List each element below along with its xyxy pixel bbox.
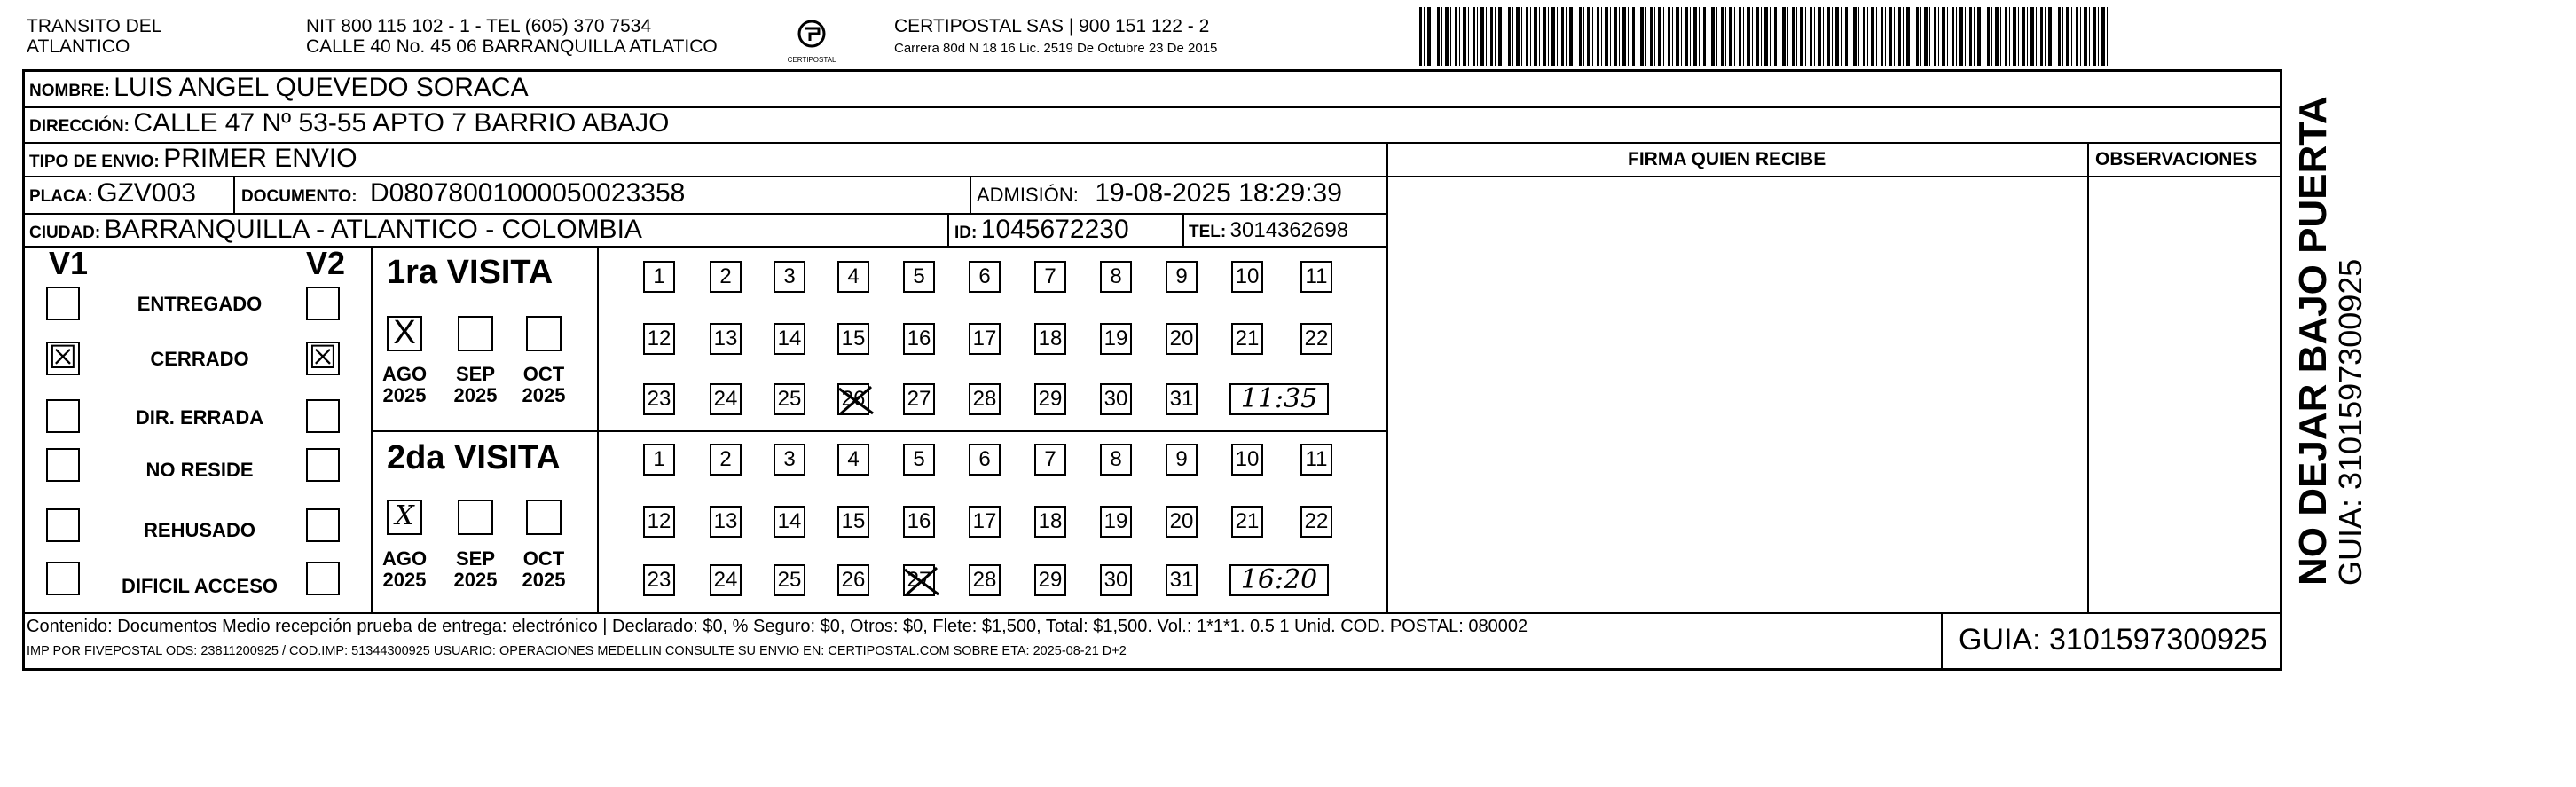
shipment-type-value: PRIMER ENVIO [163,144,357,173]
phone-label: TEL: [1189,223,1227,241]
first-visit-day-number: 11 [1305,264,1328,288]
option-cerrado: CERRADO [150,348,249,370]
second-visit-day-box[interactable] [1100,564,1132,596]
second-visit-day-box[interactable] [969,564,1001,596]
second-visit-day-number: 10 [1235,447,1260,471]
first-visit-title: 1ra VISITA [387,254,554,291]
footer-guide-number: GUIA: 3101597300925 [1959,623,2267,657]
second-visit-day-box[interactable] [1300,506,1332,538]
v1-entregado-checkbox[interactable] [46,287,80,320]
v1-rehusado-checkbox[interactable] [46,508,80,542]
second-visit-day-box[interactable] [774,444,805,476]
v2-dir-errada-checkbox[interactable] [306,399,340,433]
second-visit-day-number: 20 [1169,509,1194,533]
first-visit-day-box[interactable] [1300,323,1332,355]
id-label: ID: [954,224,978,242]
first-visit-day-number: 22 [1304,327,1329,350]
id-field [954,215,1129,245]
observations-label: OBSERVACIONES [2095,149,2258,169]
v1-dificil-acceso-checkbox[interactable] [46,562,80,595]
second-visit-day-box[interactable] [774,564,805,596]
second-visit-day-box[interactable] [710,564,742,596]
second-visit-day-number: 12 [647,509,671,533]
second-visit-day-number: 25 [777,568,802,592]
second-visit-month-sep-box[interactable] [458,500,493,535]
second-visit-day-number: 27 [907,568,931,592]
second-visit-day-number: 9 [1175,447,1188,471]
first-visit-day-box[interactable] [1166,323,1198,355]
first-visit-day-box[interactable] [969,383,1001,415]
second-visit-day-number: 5 [913,447,925,471]
first-visit-day-box[interactable] [643,383,675,415]
first-visit-day-number: 2 [719,264,732,288]
first-visit-day-number: 23 [647,387,671,411]
option-dir-errada: DIR. ERRADA [135,406,264,429]
side-notice-guide: GUIA: 3101597300925 [2332,258,2368,586]
second-visit-day-box[interactable] [903,444,935,476]
second-visit-month-label [449,548,502,591]
first-visit-day-number: 20 [1169,327,1194,350]
first-visit-day-number: 13 [713,327,738,350]
second-visit-day-number: 8 [1110,447,1122,471]
second-visit-month-ago-box[interactable] [387,500,422,535]
second-visit-day-box[interactable] [1166,506,1198,538]
recipient-name-field [29,73,529,103]
first-visit-time-box[interactable] [1229,383,1329,415]
second-visit-day-number: 22 [1304,509,1329,533]
second-visit-day-box[interactable] [774,506,805,538]
first-visit-day-box[interactable] [969,323,1001,355]
second-visit-day-mark [899,561,942,603]
month-year: 2025 [382,384,427,406]
second-visit-day-number: 6 [978,447,991,471]
address-value: CALLE 47 Nº 53-55 APTO 7 BARRIO ABAJO [133,108,670,138]
second-visit-day-box[interactable] [1231,444,1263,476]
second-visit-time-box[interactable] [1229,564,1329,596]
admission-label: ADMISIÓN: [977,184,1079,206]
month-name: SEP [455,547,496,570]
v1-cerrado-mark: ☒ [48,340,78,376]
footer-print-line: IMP POR FIVEPOSTAL ODS: 23811200925 / COD.IMP: 51344300925 USUARIO: OPERACIONES MEDELLIN CONSULTE SU ENVIO EN: CERTIPOSTAL.COM SOBRE ETA: 2025-08-21 D+2 [27,644,1127,658]
second-visit-day-number: 30 [1103,568,1128,592]
phone-value: 3014362698 [1229,218,1349,242]
second-visit-day-number: 21 [1235,509,1260,533]
v2-dificil-acceso-checkbox[interactable] [306,562,340,595]
first-visit-day-box[interactable] [643,323,675,355]
second-visit-day-number: 17 [972,509,997,533]
option-rehusado: REHUSADO [144,519,255,541]
option-entregado: ENTREGADO [137,293,263,315]
first-visit-day-number: 24 [713,387,738,411]
second-visit-day-box[interactable] [1034,564,1066,596]
second-visit-day-number: 16 [907,509,931,533]
first-visit-month-label [378,364,431,406]
carrier-license: Carrera 80d N 18 16 Lic. 2519 De Octubre 23 De 2015 [894,41,1218,56]
first-visit-day-mark [834,380,876,422]
second-visit-day-number: 3 [783,447,796,471]
address-field [29,108,669,138]
v1-cerrado-checkbox[interactable] [46,342,80,375]
first-visit-day-number: 18 [1038,327,1063,350]
logo-text: CERTIPOSTAL [787,56,836,64]
sender-line-1: TRANSITO DEL [27,16,162,36]
month-year: 2025 [522,384,566,406]
first-visit-day-box[interactable] [643,261,675,293]
first-visit-day-number: 9 [1175,264,1188,288]
first-visit-day-number: 17 [972,327,997,350]
first-visit-day-box[interactable] [710,383,742,415]
v1-dir-errada-checkbox[interactable] [46,399,80,433]
second-visit-day-box[interactable] [1231,506,1263,538]
plate-field [29,178,196,209]
second-visit-day-box[interactable] [643,564,675,596]
first-visit-day-number: 26 [841,387,866,411]
second-visit-day-number: 24 [713,568,738,592]
second-visit-day-number: 23 [647,568,671,592]
first-visit-day-number: 14 [777,327,802,350]
first-visit-day-box[interactable] [1300,261,1332,293]
second-visit-day-box[interactable] [1300,444,1332,476]
first-visit-day-number: 21 [1235,327,1260,350]
first-visit-day-number: 1 [653,264,665,288]
first-visit-day-box[interactable] [1100,383,1132,415]
month-name: AGO [381,547,428,570]
shipment-type-label: TIPO DE ENVIO: [29,153,160,171]
first-visit-day-box[interactable] [969,261,1001,293]
first-visit-day-number: 7 [1044,264,1056,288]
first-visit-day-box[interactable] [710,323,742,355]
second-visit-day-box[interactable] [1100,444,1132,476]
second-visit-day-box[interactable] [643,506,675,538]
first-visit-day-box[interactable] [837,261,869,293]
plate-value: GZV003 [97,178,196,208]
document-label: DOCUMENTO: [241,187,357,206]
first-visit-day-number: 19 [1103,327,1128,350]
second-visit-day-number: 13 [713,509,738,533]
first-visit-day-box[interactable] [1034,261,1066,293]
first-visit-day-box[interactable] [1100,261,1132,293]
option-dificil-acceso: DIFICIL ACCESO [121,575,278,597]
second-visit-title: 2da VISITA [387,439,561,476]
first-visit-day-box[interactable] [837,383,869,415]
v2-header: V2 [306,245,346,281]
second-visit-day-box[interactable] [1034,444,1066,476]
first-visit-day-number: 28 [972,387,997,411]
side-notice-title: NO DEJAR BAJO PUERTA [2291,96,2335,586]
second-visit-day-box[interactable] [1166,564,1198,596]
second-visit-day-box[interactable] [1166,444,1198,476]
second-visit-month-oct-box[interactable] [526,500,562,535]
sender-info [306,16,718,57]
document-field [241,178,685,209]
second-visit-day-box[interactable] [903,506,935,538]
phone-field [1189,218,1348,243]
first-visit-day-box[interactable] [774,383,805,415]
first-visit-day-box[interactable] [1034,383,1066,415]
month-name: OCT [522,547,565,570]
first-visit-day-box[interactable] [903,323,935,355]
city-value: BARRANQUILLA - ATLANTICO - COLOMBIA [104,215,642,244]
second-visit-day-box[interactable] [969,506,1001,538]
shipment-type-field [29,144,357,174]
month-year: 2025 [453,384,498,406]
first-visit-day-box[interactable] [1166,261,1198,293]
second-visit-time: 16:20 [1240,564,1318,595]
first-visit-day-box[interactable] [710,261,742,293]
second-visit-month-label [517,548,570,591]
first-visit-month-oct-box[interactable] [526,316,562,351]
option-no-reside: NO RESIDE [145,459,254,481]
guide-form [22,69,2282,671]
second-visit-day-box[interactable] [837,564,869,596]
first-visit-month-sep-box[interactable] [458,316,493,351]
v2-rehusado-checkbox[interactable] [306,508,340,542]
second-visit-day-box[interactable] [837,506,869,538]
first-visit-day-box[interactable] [1100,323,1132,355]
first-visit-day-number: 4 [847,264,860,288]
side-notice [2293,96,2368,586]
first-visit-day-box[interactable] [903,383,935,415]
first-visit-day-box[interactable] [903,261,935,293]
second-visit-day-number: 1 [653,447,665,471]
second-visit-day-box[interactable] [710,506,742,538]
first-visit-month-mark: X [393,314,416,351]
first-visit-day-box[interactable] [1166,383,1198,415]
second-visit-month-mark: X [395,500,414,531]
first-visit-day-number: 3 [783,264,796,288]
second-visit-day-box[interactable] [710,444,742,476]
signature-label: FIRMA QUIEN RECIBE [1628,149,1826,169]
recipient-name-value: LUIS ANGEL QUEVEDO SORACA [114,73,529,102]
second-visit-day-box[interactable] [1034,506,1066,538]
first-visit-day-box[interactable] [837,323,869,355]
month-year: 2025 [453,569,498,591]
id-value: 1045672230 [980,215,1129,244]
city-label: CIUDAD: [29,224,101,242]
second-visit-day-box[interactable] [643,444,675,476]
first-visit-day-number: 6 [978,264,991,288]
address-label: DIRECCIÓN: [29,117,130,136]
second-visit-day-number: 26 [841,568,866,592]
admission-value: 19-08-2025 18:29:39 [1095,178,1342,208]
first-visit-day-number: 27 [907,387,931,411]
first-visit-month-label [517,364,570,406]
plate-label: PLACA: [29,187,93,206]
second-visit-day-box[interactable] [969,444,1001,476]
carrier-name: CERTIPOSTAL SAS | 900 151 122 - 2 [894,16,1210,36]
second-visit-day-number: 7 [1044,447,1056,471]
first-visit-day-box[interactable] [1034,323,1066,355]
first-visit-day-number: 16 [907,327,931,350]
second-visit-day-number: 15 [841,509,866,533]
second-visit-day-box[interactable] [837,444,869,476]
first-visit-day-number: 5 [913,264,925,288]
second-visit-month-label [378,548,431,591]
v2-cerrado-checkbox[interactable] [306,342,340,375]
sender-name [27,16,161,57]
first-visit-day-box[interactable] [1231,261,1263,293]
v2-no-reside-checkbox[interactable] [306,448,340,482]
second-visit-day-box[interactable] [903,564,935,596]
second-visit-day-number: 29 [1038,568,1063,592]
second-visit-day-box[interactable] [1100,506,1132,538]
first-visit-day-box[interactable] [774,261,805,293]
first-visit-day-number: 25 [777,387,802,411]
second-visit-day-number: 2 [719,447,732,471]
second-visit-day-number: 11 [1305,447,1328,471]
month-year: 2025 [382,569,427,591]
second-visit-day-number: 19 [1103,509,1128,533]
first-visit-day-box[interactable] [774,323,805,355]
first-visit-day-number: 12 [647,327,671,350]
month-name: OCT [522,363,565,385]
second-visit-day-number: 31 [1169,568,1194,592]
first-visit-time: 11:35 [1240,383,1318,414]
second-visit-day-number: 4 [847,447,860,471]
certipostal-logo [781,16,843,66]
document-value: D08078001000050023358 [370,178,686,208]
first-visit-day-number: 31 [1169,387,1194,411]
month-name: SEP [455,363,496,385]
v1-no-reside-checkbox[interactable] [46,448,80,482]
v2-cerrado-mark: ☒ [308,340,338,376]
second-visit-day-number: 14 [777,509,802,533]
sender-address: CALLE 40 No. 45 06 BARRANQUILLA ATLATICO [306,36,718,57]
first-visit-day-number: 15 [841,327,866,350]
first-visit-day-number: 30 [1103,387,1128,411]
barcode [1419,7,2111,66]
first-visit-month-ago-box[interactable] [387,316,422,351]
v2-entregado-checkbox[interactable] [306,287,340,320]
v1-header: V1 [49,245,89,281]
sender-nit: NIT 800 115 102 - 1 - TEL (605) 370 7534 [306,16,652,36]
admission-field [977,178,1342,209]
second-visit-day-number: 18 [1038,509,1063,533]
city-field [29,215,642,245]
recipient-name-label: NOMBRE: [29,82,110,100]
footer-content-line: Contenido: Documentos Medio recepción prueba de entrega: electrónico | Declarado: $0, % Seguro: $0, Otros: $0, Flete: $1,500, Total: $1,500. Vol.: 1*1*1. 0.5 1 Unid. COD. POSTAL: 080002 [27,617,1528,636]
sender-line-2: ATLANTICO [27,36,130,57]
month-year: 2025 [522,569,566,591]
month-name: AGO [381,363,428,385]
first-visit-month-label [449,364,502,406]
second-visit-day-number: 28 [972,568,997,592]
first-visit-day-number: 8 [1110,264,1122,288]
first-visit-day-box[interactable] [1231,323,1263,355]
first-visit-day-number: 29 [1038,387,1063,411]
first-visit-day-number: 10 [1235,264,1260,288]
